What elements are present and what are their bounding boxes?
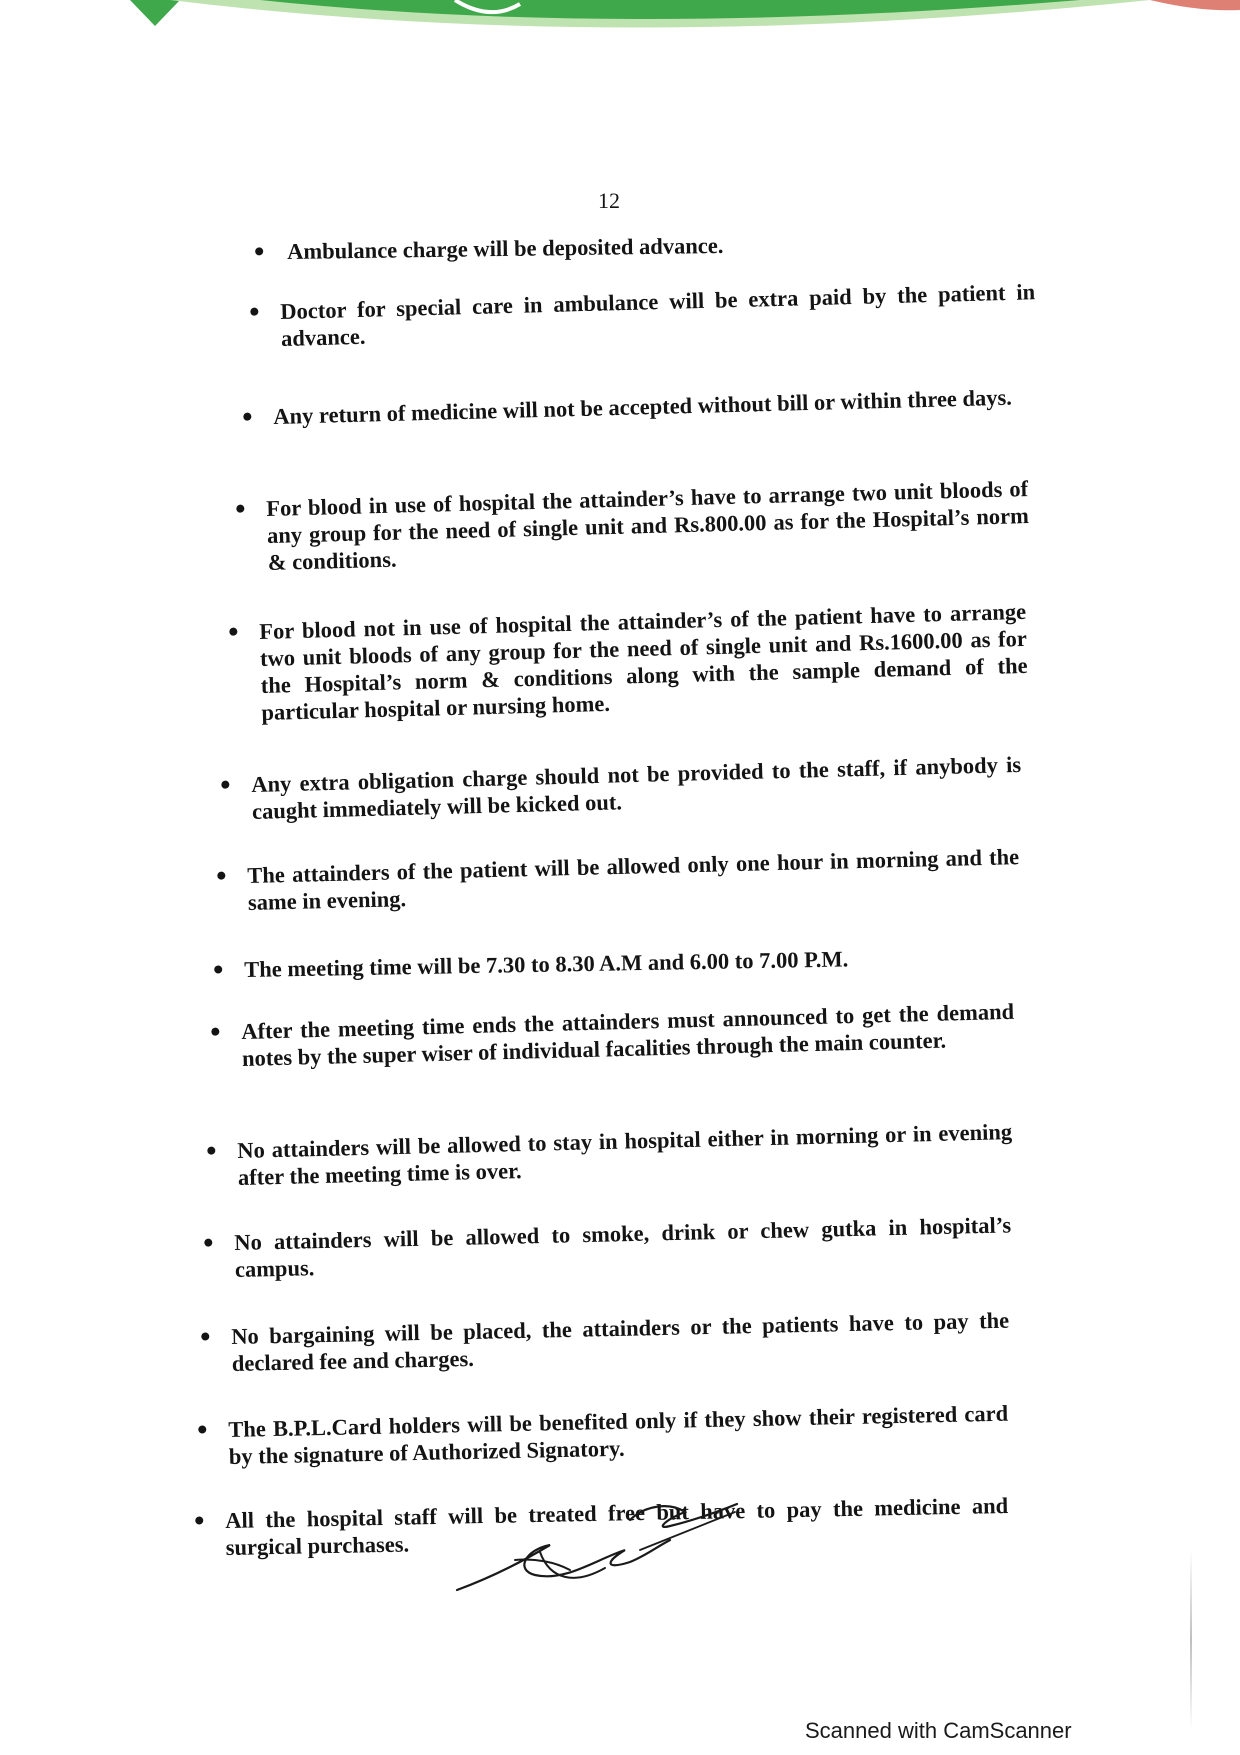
bullet-icon [211, 1028, 219, 1036]
bullet-icon [250, 308, 258, 316]
list-item-text: All the hospital staff will be treated free but have to pay the medicine and surgical purchases. [225, 1492, 1009, 1560]
list-item [231, 1307, 1010, 1377]
list-item-text: Doctor for special care in ambulance will be extra paid by the patient in advance. [280, 279, 1036, 351]
list-item-text: No attainders will be allowed to stay in hospital either in morning or in evening after the meeting time is over. [237, 1119, 1013, 1190]
scan-edge-shadow [1190, 1550, 1192, 1730]
scanner-watermark: Scanned with CamScanner [805, 1718, 1072, 1743]
bullet-icon [201, 1332, 209, 1340]
list-item [228, 1400, 1009, 1470]
bullet-icon [198, 1425, 206, 1433]
list-item-text: After the meeting time ends the attainders must announced to get the demand notes by the super wiser of individual facalities through the main counter. [241, 998, 1015, 1071]
list-item-text: For blood in use of hospital the attainder’s have to arrange two unit bloods of any group for the need of single unit and Rs.800.00 as for the Hospital’s norm & conditions. [266, 476, 1030, 575]
list-item [280, 278, 1036, 352]
bullet-icon [207, 1147, 215, 1155]
header-banner-graphic [0, 0, 1240, 40]
list-item [234, 1211, 1012, 1283]
list-item-text: For blood not in use of hospital the attainder’s of the patient have to arrange two unit bloods of any group for the need of single unit and Rs.1600.00 as for the Hospital’s norm & conditions along with the sample demand of the particular hospital or nursing home. [259, 598, 1028, 725]
list-item [287, 228, 1027, 265]
bullet-icon [243, 413, 251, 421]
list-item-text: The B.P.L.Card holders will be benefited only if they show their registered card by the signature of Authorized Signatory. [228, 1400, 1009, 1469]
page-number: 12 [598, 188, 620, 213]
bullet-icon [229, 628, 237, 636]
list-item [259, 598, 1029, 726]
bullet-icon [221, 781, 229, 789]
list-item [237, 1118, 1013, 1191]
handwritten-signature [455, 1490, 755, 1600]
bullet-icon [204, 1238, 212, 1246]
list-item [244, 943, 1014, 983]
list-item [273, 383, 1030, 430]
bullet-icon [214, 965, 222, 973]
list-item-text: No bargaining will be placed, the attainders or the patients have to pay the declared fee and charges. [231, 1307, 1010, 1376]
bullet-icon [217, 872, 225, 880]
list-item [247, 843, 1020, 916]
list-item [251, 751, 1022, 825]
list-item-text: No attainders will be allowed to smoke, drink or chew gutka in hospital’s campus. [234, 1212, 1012, 1282]
list-item [266, 475, 1030, 576]
bullet-icon [195, 1516, 203, 1524]
list-item-text: Ambulance charge will be deposited advance. [287, 232, 724, 264]
bullet-icon [255, 247, 263, 255]
list-item-text: The meeting time will be 7.30 to 8.30 A.M and 6.00 to 7.00 P.M. [244, 946, 849, 982]
list-item-text: Any extra obligation charge should not be provided to the staff, if anybody is caught immediately will be kicked out. [251, 751, 1022, 824]
list-item [241, 998, 1015, 1072]
list-item-text: The attainders of the patient will be allowed only one hour in morning and the same in evening. [247, 844, 1020, 915]
bullet-icon [236, 505, 244, 513]
list-item-text: Any return of medicine will not be accepted without bill or within three days. [273, 384, 1013, 429]
